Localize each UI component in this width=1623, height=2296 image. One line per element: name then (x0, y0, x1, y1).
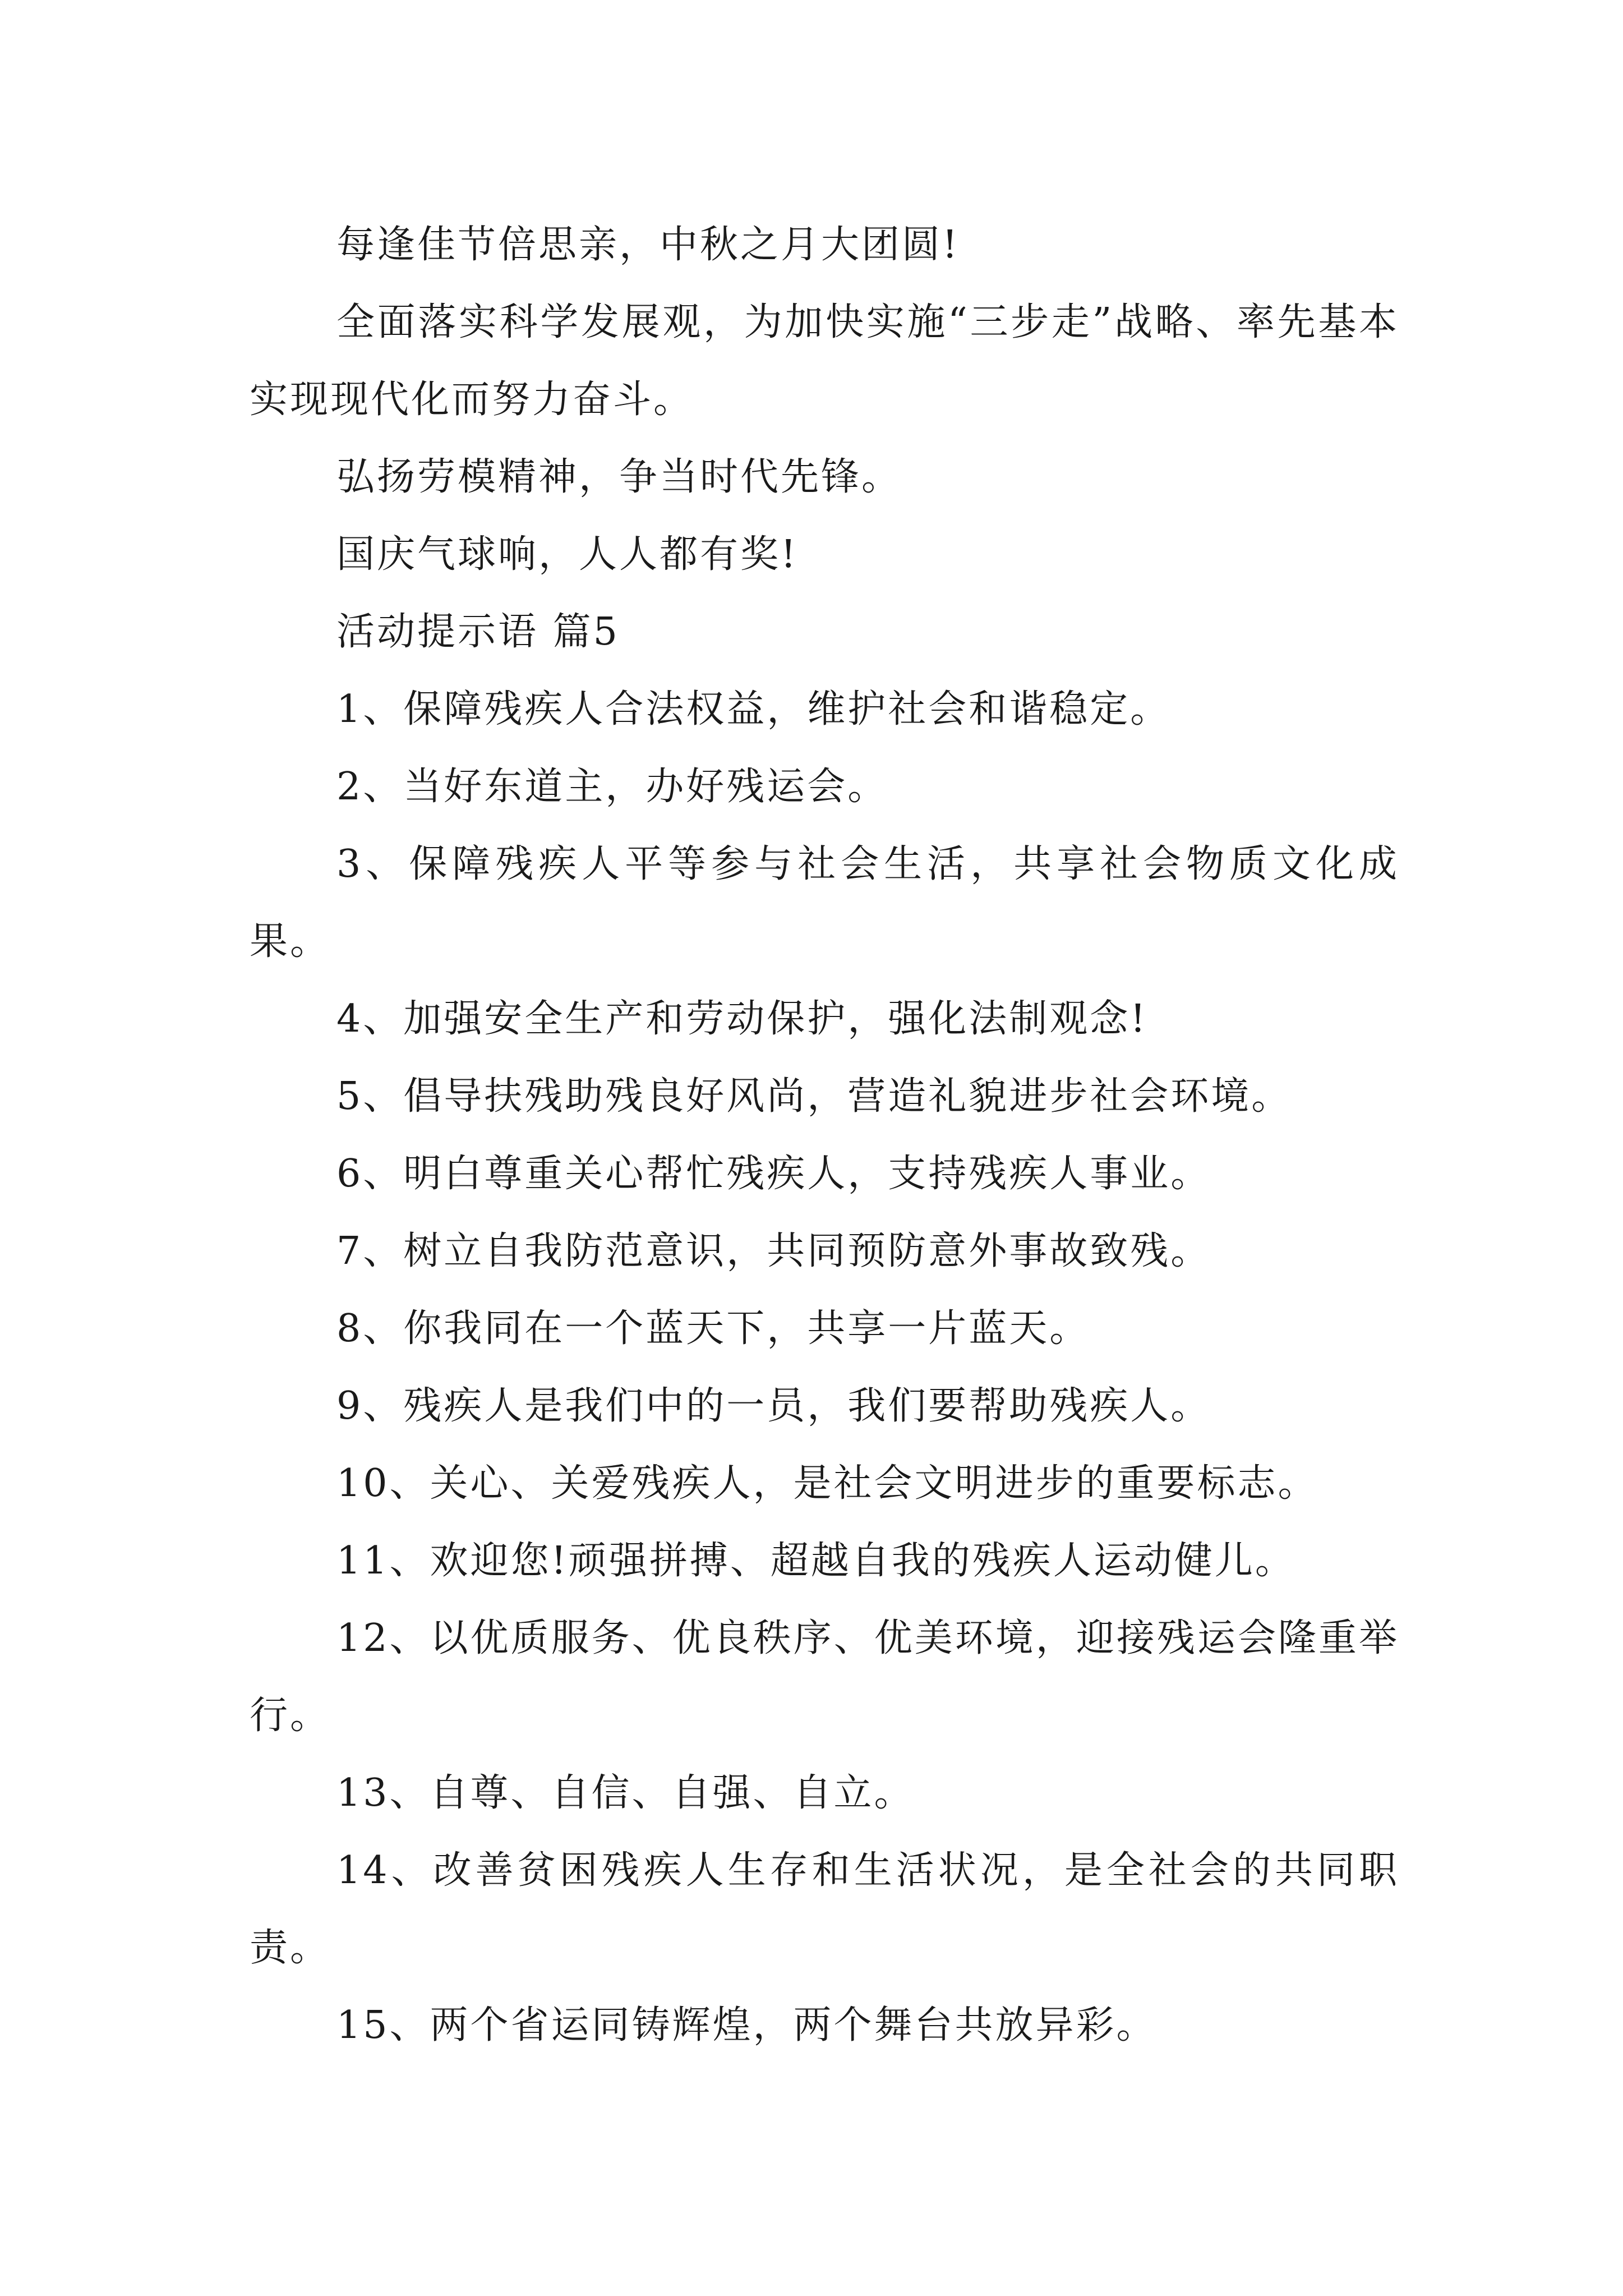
list-item: 12、以优质服务、优良秩序、优美环境，迎接残运会隆重举行。 (250, 1616, 1399, 1738)
list-item: 9、残疾人是我们中的一员，我们要帮助残疾人。 (336, 1384, 1211, 1428)
list-item: 14、改善贫困残疾人生存和生活状况，是全社会的共同职责。 (250, 1848, 1399, 1970)
list-item: 11、欢迎您!顽强拼搏、超越自我的残疾人运动健儿。 (336, 1539, 1295, 1583)
section-heading: 活动提示语 篇5 (336, 610, 620, 654)
list-item: 10、关心、关爱残疾人，是社会文明进步的重要标志。 (336, 1461, 1318, 1506)
paragraph-scientific-development: 全面落实科学发展观，为加快实施“三步走”战略、率先基本实现现代化而努力奋斗。 (250, 300, 1399, 422)
paragraph-mid-autumn: 每逢佳节倍思亲，中秋之月大团圆! (336, 223, 960, 267)
document-body (250, 206, 1399, 2064)
list-item: 3、保障残疾人平等参与社会生活，共享社会物质文化成果。 (250, 842, 1399, 964)
list-item: 5、倡导扶残助残良好风尚，营造礼貌进步社会环境。 (336, 1074, 1292, 1119)
list-item: 13、自尊、自信、自强、自立。 (336, 1771, 915, 1815)
list-item: 15、两个省运同铸辉煌，两个舞台共放异彩。 (336, 2003, 1157, 2047)
list-item: 6、明白尊重关心帮忙残疾人，支持残疾人事业。 (336, 1152, 1211, 1196)
paragraph-national-day: 国庆气球响，人人都有奖! (336, 532, 799, 577)
list-item: 2、当好东道主，办好残运会。 (336, 765, 888, 809)
list-item: 4、加强安全生产和劳动保护，强化法制观念! (336, 997, 1148, 1041)
paragraph-model-worker: 弘扬劳模精神，争当时代先锋。 (336, 455, 902, 499)
list-item: 1、保障残疾人合法权益，维护社会和谐稳定。 (336, 687, 1171, 731)
list-item: 8、你我同在一个蓝天下，共享一片蓝天。 (336, 1306, 1090, 1351)
list-item: 7、树立自我防范意识，共同预防意外事故致残。 (336, 1229, 1211, 1273)
